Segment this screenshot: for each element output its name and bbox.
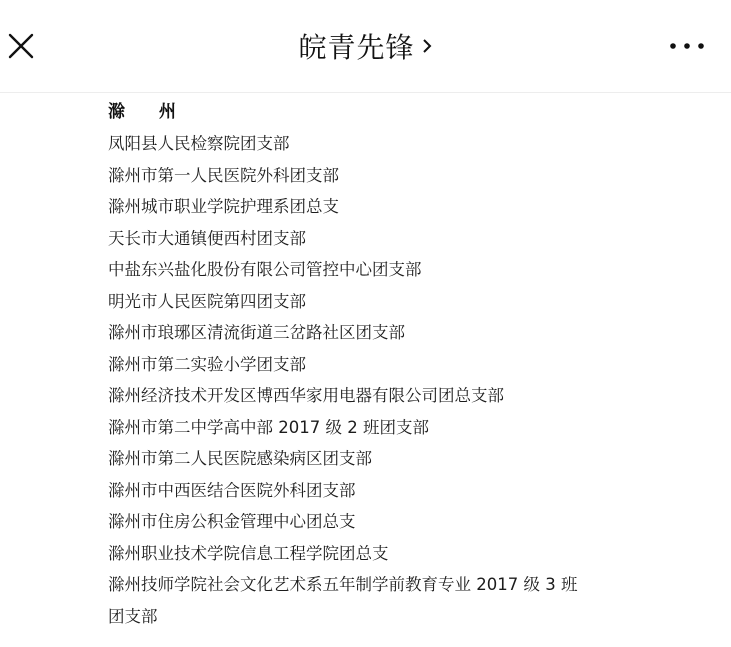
list-item: 滁州市第一人民医院外科团支部	[108, 165, 339, 185]
list-item: 滁州技师学院社会文化艺术系五年制学前教育专业 2017 级 3 班	[108, 575, 578, 594]
article-content	[108, 98, 708, 632]
list-item: 滁州市住房公积金管理中心团总支	[108, 512, 356, 531]
top-bar	[0, 0, 731, 93]
list-item: 滁州城市职业学院护理系团总支	[108, 197, 339, 216]
list-item: 天长市大通镇便西村团支部	[108, 228, 306, 248]
region-heading: 滁 州	[108, 102, 190, 122]
list-item: 滁州市第二中学高中部 2017 级 2 班团支部	[108, 417, 429, 437]
list-item: 明光市人民医院第四团支部	[108, 291, 306, 311]
list-item: 滁州市琅琊区清流街道三岔路社区团支部	[108, 323, 405, 342]
list-item: 滁州市第二人民医院感染病区团支部	[108, 449, 372, 468]
list-item: 中盐东兴盐化股份有限公司管控中心团支部	[108, 260, 422, 279]
chevron-right-icon	[421, 36, 433, 56]
more-options-button[interactable]	[667, 38, 707, 54]
organization-list	[108, 128, 708, 632]
list-item: 滁州市第二实验小学团支部	[108, 354, 306, 374]
list-item: 凤阳县人民检察院团支部	[108, 134, 290, 153]
list-item: 团支部	[108, 606, 158, 626]
list-item: 滁州经济技术开发区博西华家用电器有限公司团总支部	[108, 386, 504, 405]
list-item: 滁州市中西医结合医院外科团支部	[108, 480, 356, 500]
list-item: 滁州职业技术学院信息工程学院团总支	[108, 543, 389, 563]
account-title-link[interactable]	[0, 22, 731, 70]
page-title: 皖青先锋	[298, 31, 415, 64]
more-icon	[667, 38, 707, 54]
